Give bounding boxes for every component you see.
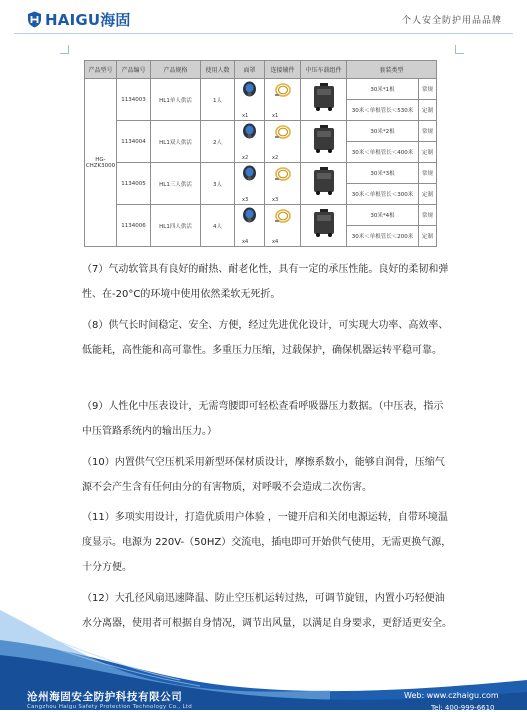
feature-paragraph-8: （8）供气长时间稳定、安全、方便，经过先进优化设计，可实现大功率、高效率、低能耗，高性能和高可靠性。多重压力压缩，过载保护，确保机器运转平稳可靠。	[82, 320, 449, 356]
users-cell: 4人	[201, 205, 235, 247]
compressor-icon	[312, 208, 336, 238]
header-divider	[14, 33, 513, 34]
brand-logo	[27, 9, 131, 30]
suite-cell: 30米＜单根管长＜300米	[347, 184, 419, 205]
hose-cell	[265, 205, 301, 247]
kind-cell: 常规	[419, 121, 437, 142]
spec-cell: HL1单人供活	[151, 79, 201, 121]
spec-cell: HL1三人供活	[151, 163, 201, 205]
header-fittings: 连接辅件	[265, 61, 301, 79]
hose-cell	[265, 121, 301, 163]
header-mask: 面罩	[235, 61, 265, 79]
suite-cell: 30米*1根	[347, 79, 419, 100]
phone-text: Tel: 400-999-6610	[431, 704, 495, 712]
mask-icon	[242, 81, 257, 98]
hose-coil-icon	[274, 82, 292, 98]
users-cell: 1人	[201, 79, 235, 121]
mask-qty: x3	[242, 197, 249, 203]
margin-mark-right	[455, 45, 464, 54]
feature-paragraph-12: （12）大孔径风扇迅速降温、防止空压机运转过热，可调节旋钮，内置小巧轻便油水分离器，使用者可根据自身情况，调节出风量，以满足自身要求，更舒适更安全。	[82, 593, 452, 629]
header-code: 产品编号	[117, 61, 151, 79]
code-cell: 1134003	[117, 79, 151, 121]
mask-cell	[235, 205, 265, 247]
suite-cell: 30米＜单根管长＜530米	[347, 100, 419, 121]
compressor-cell	[301, 121, 347, 163]
mask-cell	[235, 79, 265, 121]
mask-qty: x4	[242, 239, 249, 245]
table-row	[85, 121, 437, 142]
shield-icon	[27, 11, 42, 28]
company-name: 沧州海固安全防护科技有限公司	[27, 691, 183, 703]
hose-qty: x2	[272, 155, 279, 161]
header-model: 产品型号	[85, 61, 117, 79]
kind-cell: 常规	[419, 163, 437, 184]
table-row	[85, 163, 437, 184]
brand-name: HAIGU海固	[45, 11, 131, 29]
compressor-icon	[312, 124, 336, 154]
kind-cell: 常规	[419, 79, 437, 100]
mask-cell	[235, 163, 265, 205]
compressor-cell	[301, 205, 347, 247]
hose-coil-icon	[274, 124, 292, 140]
users-cell: 3人	[201, 163, 235, 205]
feature-paragraph-11: （11）多项实用设计，打造优质用户体验 ，一键开启和关闭电源运转，自带环境温度显示。电源为 220V-（50HZ）交流电，插电即可开始供气使用，无需更换气源，十分方便。	[82, 512, 452, 573]
suite-cell: 30米*2根	[347, 121, 419, 142]
compressor-icon	[312, 166, 336, 196]
model-cell: HG-CHZK3000	[85, 79, 117, 247]
table-row	[85, 79, 437, 100]
page-header	[0, 0, 527, 36]
hose-cell	[265, 79, 301, 121]
hose-coil-icon	[274, 166, 292, 182]
compressor-cell	[301, 163, 347, 205]
feature-paragraph-9: （9）人性化中压表设计，无需弯腰即可轻松查看呼吸器压力数据。（中压表，指示中压管路系统内的输出压力。）	[82, 401, 444, 437]
suite-cell: 30米*4根	[347, 205, 419, 226]
code-cell: 1134004	[117, 121, 151, 163]
website-text: Web: www.czhaigu.com	[404, 691, 499, 700]
kind-cell: 定制	[419, 184, 437, 205]
hose-cell	[265, 163, 301, 205]
feature-paragraph-10: （10）内置供气空压机采用新型环保材质设计，摩擦系数小，能够自润骨，压缩气源不会产生含有任何由分的有害物质，对呼吸不会造成二次伤害。	[82, 457, 445, 493]
mask-icon	[242, 123, 257, 140]
code-cell: 1134006	[117, 205, 151, 247]
mask-qty: x2	[242, 155, 249, 161]
code-cell: 1134005	[117, 163, 151, 205]
table-row	[85, 205, 437, 226]
header-spec: 产品规格	[151, 61, 201, 79]
mask-icon	[242, 165, 257, 182]
product-spec-table	[84, 60, 437, 247]
hose-qty: x3	[272, 197, 279, 203]
suite-cell: 30米＜单根管长＜400米	[347, 142, 419, 163]
compressor-cell	[301, 79, 347, 121]
header-suite-type: 套装类型	[347, 61, 437, 79]
suite-cell: 30米*3根	[347, 163, 419, 184]
table-header-row	[85, 61, 437, 79]
mask-cell	[235, 121, 265, 163]
mask-icon	[242, 207, 257, 224]
kind-cell: 定制	[419, 142, 437, 163]
kind-cell: 定制	[419, 226, 437, 247]
feature-paragraph-7: （7）气动软管具有良好的耐热、耐老化性，具有一定的承压性能。良好的柔韧和弹性、在-20°C的环境中使用依然柔软无死折。	[82, 264, 449, 300]
kind-cell: 定制	[419, 100, 437, 121]
header-vehicle-module: 中压车载组件	[301, 61, 347, 79]
hose-qty: x1	[272, 113, 279, 119]
hose-qty: x4	[272, 239, 279, 245]
company-name-en: Cangzhou Haigu Safety Protection Technology Co., Ltd	[27, 704, 193, 710]
users-cell: 2人	[201, 121, 235, 163]
header-users: 使用人数	[201, 61, 235, 79]
kind-cell: 常规	[419, 205, 437, 226]
mask-qty: x1	[242, 113, 249, 119]
brand-tagline: 个人安全防护用品品牌	[401, 16, 502, 26]
spec-cell: HL1双人供活	[151, 121, 201, 163]
compressor-icon	[312, 82, 336, 112]
suite-cell: 30米＜单根管长＜200米	[347, 226, 419, 247]
spec-cell: HL1四人供活	[151, 205, 201, 247]
hose-coil-icon	[274, 208, 292, 224]
margin-mark-left	[60, 45, 69, 54]
